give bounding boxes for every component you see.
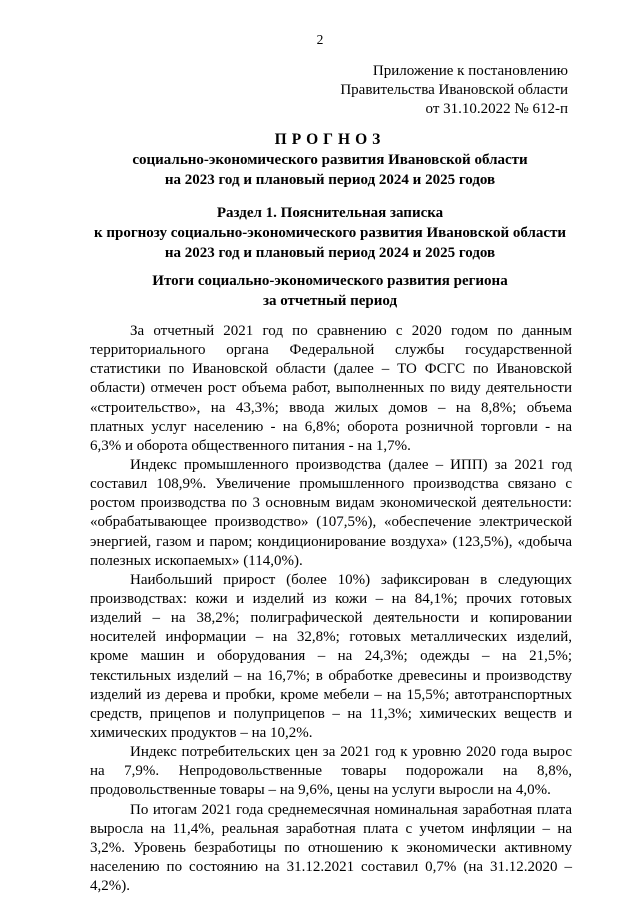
paragraph-line: составил 108,9%. Увеличение промышленного производства связано с <box>90 476 572 493</box>
document-title <box>90 130 570 190</box>
appendix-line: Приложение к постановлению <box>372 63 568 79</box>
section-heading <box>90 203 570 263</box>
results-heading-line: за отчетный период <box>262 293 398 309</box>
appendix-header <box>340 62 568 119</box>
paragraph-line: ростом производства по 3 основным видам экономической деятельности: <box>90 495 572 512</box>
paragraph <box>90 571 572 743</box>
results-heading <box>90 271 570 311</box>
appendix-line: от 31.10.2022 № 612-п <box>425 101 568 117</box>
paragraph <box>90 322 572 456</box>
section-line: к прогнозу социально-экономического развития Ивановской области <box>93 225 567 241</box>
paragraph-line: По итогам 2021 года среднемесячная номинальная заработная плата <box>130 801 572 818</box>
paragraph-line: «строительство», на 43,3%; ввода жилых домов – на 8,8%; объема <box>90 399 572 416</box>
paragraph-line: изделий из дерева и пробки, кроме мебели – на 15,5%; автотранспортных <box>90 686 572 703</box>
paragraph-line: носителей информации – на 32,8%; готовых металлических изделий, <box>90 629 572 646</box>
paragraph-line: производствах: кожи и изделий из кожи – на 84,1%; прочих готовых <box>90 590 572 607</box>
paragraph-line: территориального органа Федеральной службы государственной <box>90 342 572 359</box>
section-line: на 2023 год и плановый период 2024 и 2025 годов <box>164 245 496 261</box>
page-number: 2 <box>316 32 324 47</box>
paragraph-line: 4,2%). <box>90 878 130 895</box>
paragraph-line: платных услуг населению - на 6,8%; оборота розничной торговли - на <box>90 418 572 435</box>
paragraph-line: 6,3% и оборота общественного питания - на 1,7%. <box>90 437 411 454</box>
body-text <box>90 322 572 896</box>
paragraph-line: химических продуктов – на 10,2%. <box>90 724 313 741</box>
section-line: Раздел 1. Пояснительная записка <box>216 205 444 221</box>
paragraph <box>90 743 572 800</box>
paragraph-line: средств, прицепов и полуприцепов – на 11,3%; химических веществ и <box>90 705 572 722</box>
paragraph-line: Индекс потребительских цен за 2021 год к уровню 2020 года вырос <box>130 744 572 761</box>
paragraph-line: области) отмечен рост объема работ, выполненных по виду деятельности <box>90 380 572 397</box>
paragraph-line: 3,2%. Уровень безработицы по отношению к экономически активному <box>90 839 572 856</box>
paragraph-line: Наибольший прирост (более 10%) зафиксирован в следующих <box>130 571 572 588</box>
paragraph-line: населению по состоянию на 31.12.2021 составил 0,7% (на 31.12.2020 – <box>90 858 572 875</box>
title-word: ПРОГНОЗ <box>274 131 386 148</box>
paragraph-line: выросла на 11,4%, реальная заработная плата с учетом инфляции – на <box>90 820 572 837</box>
paragraph-line: «обрабатывающее производство» (107,5%), «обеспечение электрической <box>90 514 572 531</box>
paragraph <box>90 456 572 571</box>
paragraph <box>90 801 572 897</box>
results-heading-line: Итоги социально-экономического развития региона <box>152 273 508 289</box>
paragraph-line: Индекс промышленного производства (далее – ИПП) за 2021 год <box>130 456 572 473</box>
title-line: на 2023 год и плановый период 2024 и 2025 годов <box>164 172 496 188</box>
paragraph-line: текстильных изделий – на 16,7%; в обработке древесины и производству <box>90 667 572 684</box>
paragraph-line: За отчетный 2021 год по сравнению с 2020 годом по данным <box>130 323 572 339</box>
paragraph-line: энергией, газом и паром; кондиционирование воздуха» (123,5%), «добыча <box>90 533 572 550</box>
paragraph-line: статистики по Ивановской области (далее – ТО ФСГС по Ивановской <box>90 361 572 378</box>
paragraph-line: на 7,9%. Непродовольственные товары подорожали на 8,8%, <box>90 763 572 780</box>
paragraph-line: кроме машин и оборудования – на 24,3%; одежды – на 21,5%; <box>90 648 572 665</box>
appendix-line: Правительства Ивановской области <box>340 82 568 98</box>
paragraph-line: продовольственные товары – на 9,6%, цены на услуги выросли на 4,0%. <box>90 782 551 799</box>
paragraph-line: полезных ископаемых» (114,0%). <box>90 552 303 569</box>
title-line: социально-экономического развития Ивановской области <box>132 152 528 168</box>
paragraph-line: изделий – на 38,2%; полиграфической деятельности и копировании <box>90 610 572 627</box>
